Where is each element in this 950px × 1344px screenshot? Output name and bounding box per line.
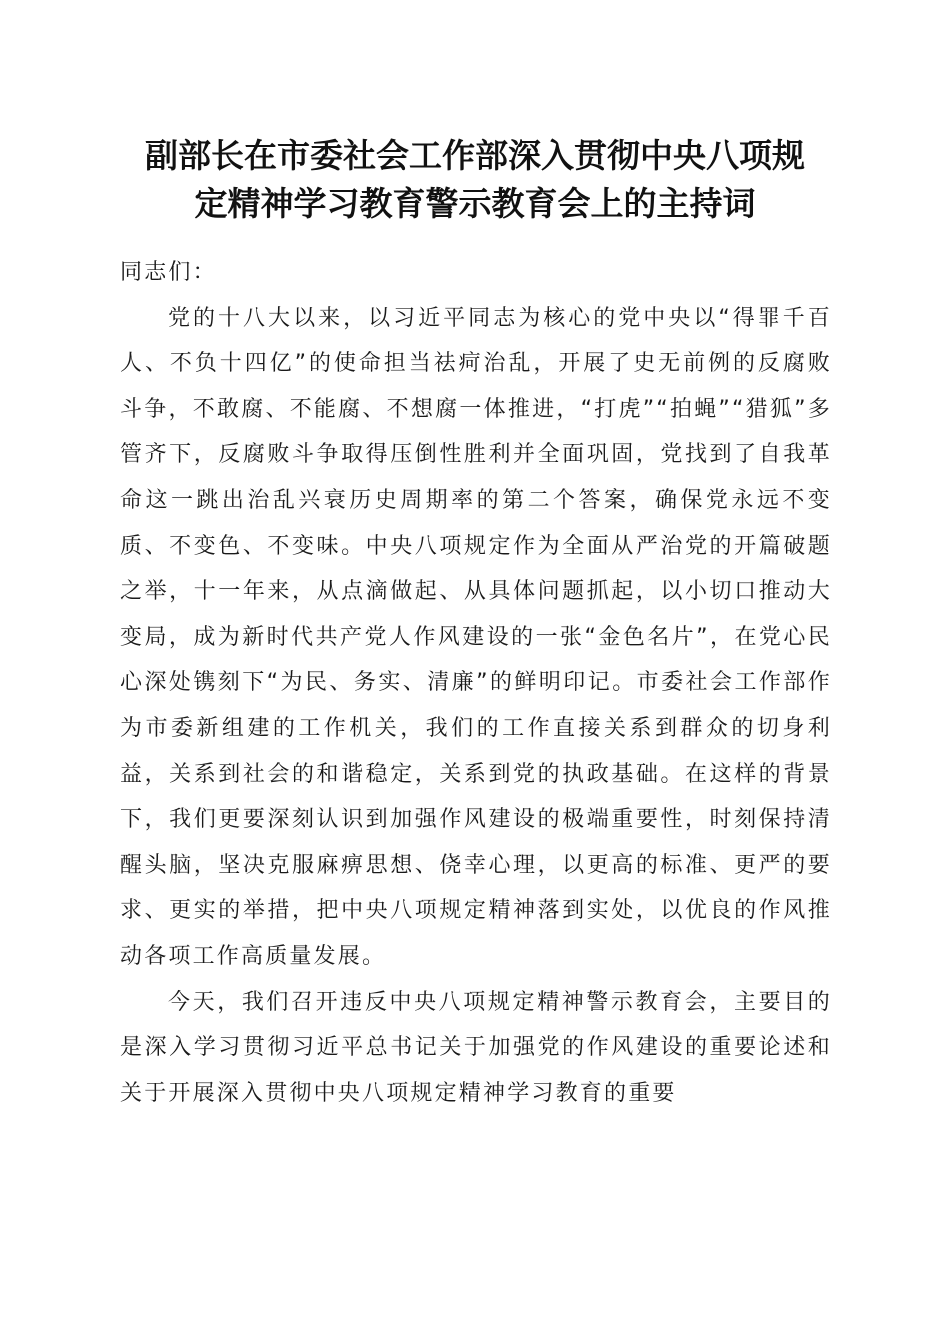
title-line-1: 副部长在市委社会工作部深入贯彻中央八项规	[145, 136, 805, 175]
paragraph-1: 党的十八大以来，以习近平同志为核心的党中央以“得罪千百人、不负十四亿”的使命担当祛疴治乱，开展了史无前例的反腐败斗争，不敢腐、不能腐、不想腐一体推进，“打虎”“拍蝇”“猎狐”多管齐下，反腐败斗争取得压倒性胜利并全面巩固，党找到了自我革命这一跳出治乱兴衰历史周期率的第二个答案，确保党永远不变质、不变色、不变味。中央八项规定作为全面从严治党的开篇破题之举，十一年来，从点滴做起、从具体问题抓起，以小切口推动大变局，成为新时代共产党人作风建设的一张“金色名片”，在党心民心深处镌刻下“为民、务实、清廉”的鲜明印记。市委社会工作部作为市委新组建的工作机关，我们的工作直接关系到群众的切身利益，关系到社会的和谐稳定，关系到党的执政基础。在这样的背景下，我们更要深刻认识到加强作风建设的极端重要性，时刻保持清醒头脑，坚决克服麻痹思想、侥幸心理，以更高的标准、更严的要求、更实的举措，把中央八项规定精神落到实处，以优良的作风推动各项工作高质量发展。	[120, 305, 832, 969]
document-title	[100, 132, 850, 228]
document-body	[120, 250, 832, 1116]
title-line-2: 定精神学习教育警示教育会上的主持词	[194, 184, 756, 223]
salutation: 同志们：	[120, 260, 217, 285]
paragraph-2: 今天，我们召开违反中央八项规定精神警示教育会，主要目的是深入学习贯彻习近平总书记关于加强党的作风建设的重要论述和关于开展深入贯彻中央八项规定精神学习教育的重要	[120, 989, 832, 1106]
